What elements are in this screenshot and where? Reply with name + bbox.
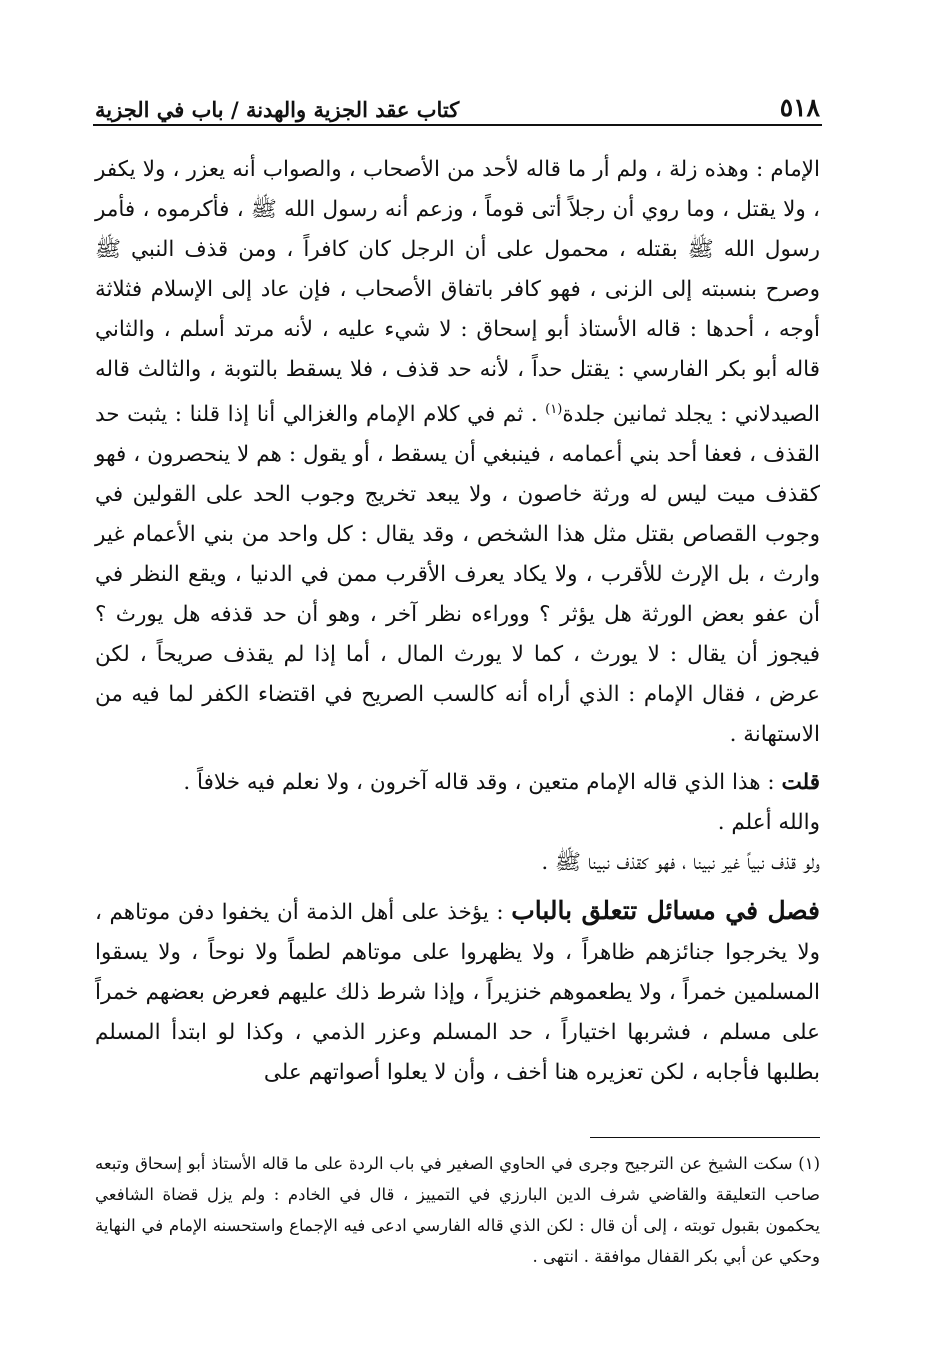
footnote-text: سكت الشيخ عن الترجيح وجرى في الحاوي الصغير في باب الردة على ما قاله الأستاذ أبو إسحاق وتبعه صاحب التعليقة والقاضي شرف الدين البارزي في التمييز ، قال في الخادم : ولم يزل قضاة الشافعي يحكمون بقبول توبته ، إلى أن قال : لكن الذي قاله الفارسي ادعى فيه الإجماع واستحسنه الإمام في النهاية وحكي عن أبي بكر القفال موافقة . انتهى . [95,1154,820,1266]
qult-label: قلت [781,770,820,796]
paragraph-1 [95,150,820,755]
paragraph-1-text: الإمام : وهذه زلة ، ولم أر ما قاله لأحد من الأصحاب ، والصواب أنه يعزر ، ولا يكفر ، ولا يقتل ، وما روي أن رجلاً أتى قوماً ، وزعم أنه رسول الله ﷺ ، فأكرموه ، فأمر رسول الله ﷺ بقتله ، محمول على أن الرجل كان كافراً ، ومن قذف النبي ﷺ وصرح بنسبته إلى الزنى ، فهو كافر باتفاق الأصحاب ، فإن عاد إلى الإسلام فثلاثة أوجه ، أحدها : قاله الأستاذ أبو إسحاق : لا شيء عليه ، لأنه مرتد أسلم ، والثاني قاله أبو بكر الفارسي : يقتل حداً ، لأنه حد قذف ، فلا يسقط بالتوبة ، والثالث قاله الصيدلاني : يجلد ثمانين جلدة [95,157,820,428]
paragraph-2-closing: والله أعلم . [717,810,820,836]
page-header [95,74,820,122]
running-title: كتاب عقد الجزية والهدنة / باب في الجزية [95,97,460,122]
paragraph-4 [95,891,820,1093]
paragraph-1-continuation: . ثم في كلام الإمام والغزالي أنا إذا قلنا : يثبت حد القذف ، فعفا أحد بني أعمامه ، فينبغي أن يسقط ، أو يقول : هم لا ينحصرون ، فهو كقذف ميت ليس له ورثة خاصون ، ولا يبعد تخريج وجوب الحد على القولين في وجوب القصاص بقتل مثل هذا الشخص ، وقد يقال : كل واحد من بني الأعمام غير وارث ، بل الإرث للأقرب ، ولا يكاد يعرف الأقرب ممن في الدنيا ، ويقع النظر في أن عفو بعض الورثة هل يؤثر ؟ ووراءه نظر آخر ، وهو أن حد قذفه هل يورث ؟ فيجوز أن يقال : لا يورث ، كما لا يورث المال ، أما إذا لم يقذف صريحاً ، لكن عرض ، فقال الإمام : الذي أراه أنه كالسب الصريح في اقتضاء الكفر لما فيه من الاستهانة . [95,402,820,748]
paragraph-4-text: : يؤخذ على أهل الذمة أن يخفوا دفن موتاهم ، ولا يخرجوا جنائزهم ظاهراً ، ولا يظهروا على موتاهم لطماً ولا نوحاً ، ولا يسقوا المسلمين خمراً ، ولا يطعموهم خنزيراً ، وإذا شرط ذلك عليهم فعرض بعضهم خمراً على مسلم ، فشربها اختياراً ، حد المسلم وعزر الذمي ، وكذا لو ابتدأ المسلم بطلبها فأجابه ، لكن تعزيره هنا أخف ، وأن لا يعلوا أصواتهم على [95,900,820,1086]
main-text [95,150,820,1093]
paragraph-2 [95,763,820,803]
paragraph-2-text: : هذا الذي قاله الإمام متعين ، وقد قاله آخرون ، ولا نعلم فيه خلافاً . [183,770,782,796]
footnote-number: (١) [798,1154,820,1173]
footnote [95,1148,820,1272]
footnote-rule [590,1137,820,1138]
header-rule [93,124,822,126]
footnote-reference: (١) [545,402,563,417]
section-heading: فصل في مسائل تتعلق بالباب [511,896,821,926]
footnote-paragraph [95,1148,820,1272]
page-number: ٥١٨ [779,93,820,122]
paragraph-3: ولو قذف نبياً غير نبينا ، فهو كقذف نبينا ﷺ . [541,850,820,876]
